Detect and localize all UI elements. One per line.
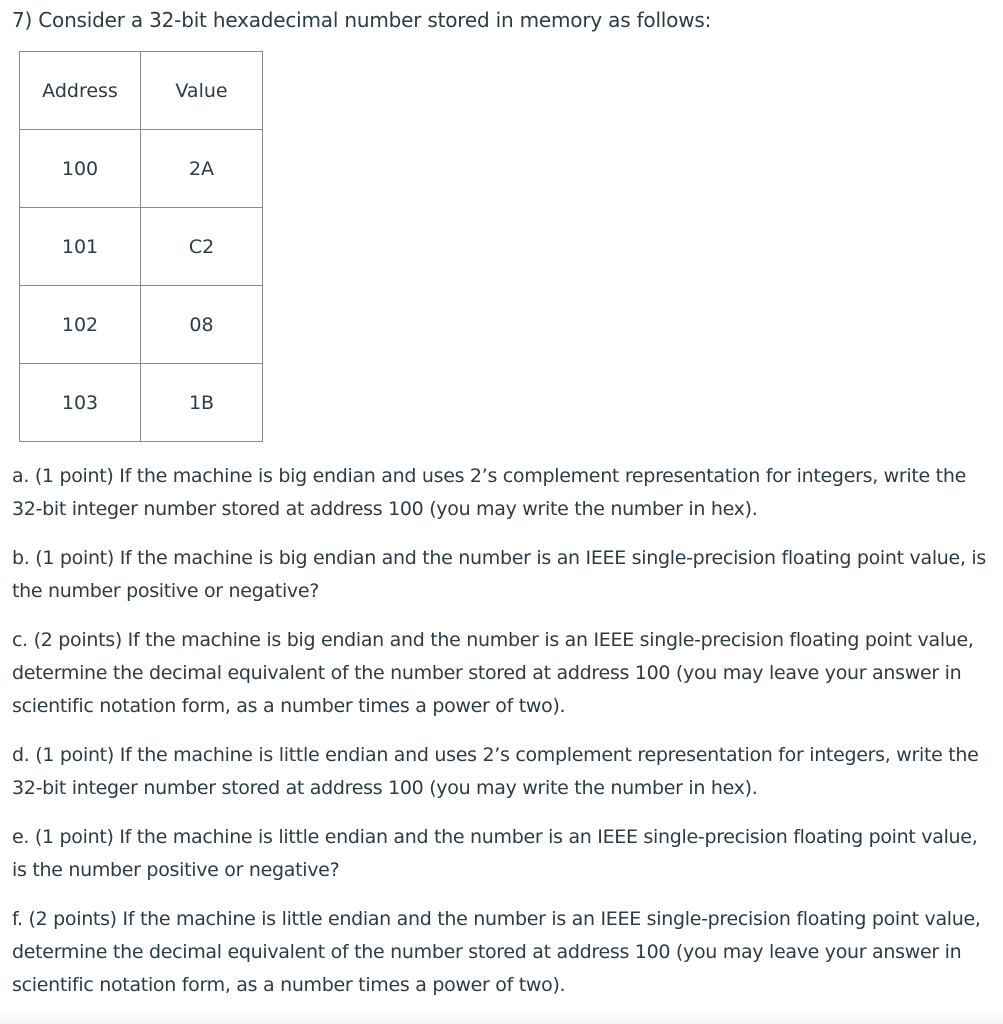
part-c-text: c. (2 points) If the machine is big endian and the number is an IEEE single-precision floating point value, determine the decimal equivalent of the number stored at address 100 (you may leave your answer in scientific notation form, as a number times a power of two). bbox=[12, 629, 974, 717]
table-row bbox=[20, 130, 263, 208]
part-a-text: a. (1 point) If the machine is big endian and uses 2’s complement representation for integers, write the 32-bit integer number stored at address 100 (you may write the number in hex). bbox=[12, 465, 966, 520]
address-column-header: Address bbox=[20, 52, 141, 130]
address-cell: 102 bbox=[20, 286, 141, 364]
part-f-text: f. (2 points) If the machine is little endian and the number is an IEEE single-precision floating point value, determine the decimal equivalent of the number stored at address 100 (you may leave your answer in scientific notation form, as a number times a power of two). bbox=[12, 908, 981, 996]
part-d-text: d. (1 point) If the machine is little endian and uses 2’s complement representation for integers, write the 32-bit integer number stored at address 100 (you may write the number in hex). bbox=[12, 744, 979, 799]
address-cell: 100 bbox=[20, 130, 141, 208]
table-row bbox=[20, 364, 263, 442]
question-title: 7) Consider a 32-bit hexadecimal number stored in memory as follows: bbox=[12, 8, 712, 32]
table-row bbox=[20, 208, 263, 286]
question-parts bbox=[12, 460, 987, 1018]
part-e-text: e. (1 point) If the machine is little endian and the number is an IEEE single-precision floating point value, is the number positive or negative? bbox=[12, 826, 978, 881]
value-cell: C2 bbox=[141, 208, 263, 286]
value-column-header: Value bbox=[141, 52, 263, 130]
value-cell: 1B bbox=[141, 364, 263, 442]
value-cell: 2A bbox=[141, 130, 263, 208]
memory-table bbox=[19, 51, 263, 442]
value-cell: 08 bbox=[141, 286, 263, 364]
bottom-edge-fade bbox=[0, 1010, 1003, 1024]
table-header-row bbox=[20, 52, 263, 130]
address-cell: 103 bbox=[20, 364, 141, 442]
address-cell: 101 bbox=[20, 208, 141, 286]
table-row bbox=[20, 286, 263, 364]
part-b-text: b. (1 point) If the machine is big endian and the number is an IEEE single-precision floating point value, is the number positive or negative? bbox=[12, 547, 986, 602]
